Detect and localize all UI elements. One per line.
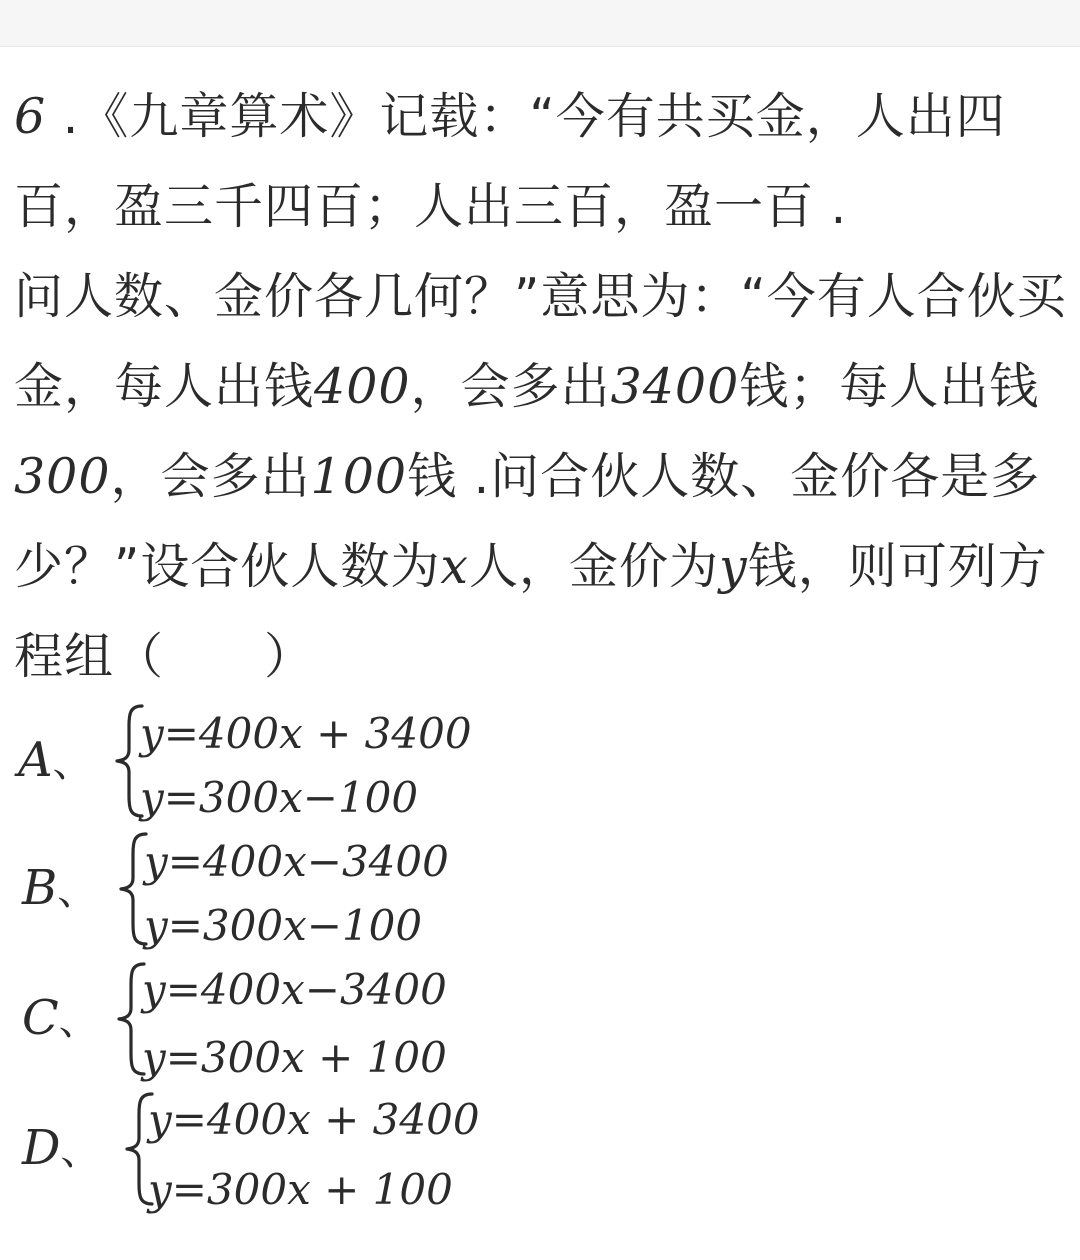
option-letter: D (22, 1120, 61, 1176)
option-letter: C (22, 990, 59, 1046)
equation-1: y=400x−3400 (144, 837, 449, 886)
equation-2: y=300x + 100 (148, 1165, 453, 1214)
variable-y: y (719, 538, 748, 595)
equation-2: y=300x−100 (140, 773, 419, 822)
option-letter: A (18, 732, 53, 788)
book-title: 《九章算术》 (79, 88, 380, 145)
option-letter: B (22, 860, 58, 916)
equation-2: y=300x + 100 (142, 1033, 447, 1082)
variable-x: x (440, 538, 470, 595)
equation-1: y=400x + 3400 (148, 1095, 480, 1144)
equation-2: y=300x−100 (144, 901, 423, 950)
equation-1: y=400x−3400 (142, 965, 447, 1014)
option-d[interactable]: D、 y=400x + 3400 y=300x + 100 (0, 1088, 700, 1216)
top-bar (0, 0, 1080, 47)
option-b[interactable]: B、 y=400x−3400 y=300x−100 (0, 828, 700, 956)
option-c[interactable]: C、 y=400x−3400 y=300x + 100 (0, 958, 700, 1086)
question-number: 6 (14, 88, 47, 145)
equation-1: y=400x + 3400 (140, 709, 472, 758)
question-text: 6 .《九章算术》记载：“今有共买金，人出四百，盈三千四百；人出三百，盈一百 . 问人数、金价各几何？”意思为：“今有人合伙买金，每人出钱400，会多出3400钱；每人出钱300，会多出100钱 .问合伙人数、金价各是多少？”设合伙人数为x人，金价为y钱，则可列方程组（ ） (14, 88, 1067, 685)
option-a[interactable]: A、 y=400x + 3400 y=300x−100 (0, 700, 700, 828)
